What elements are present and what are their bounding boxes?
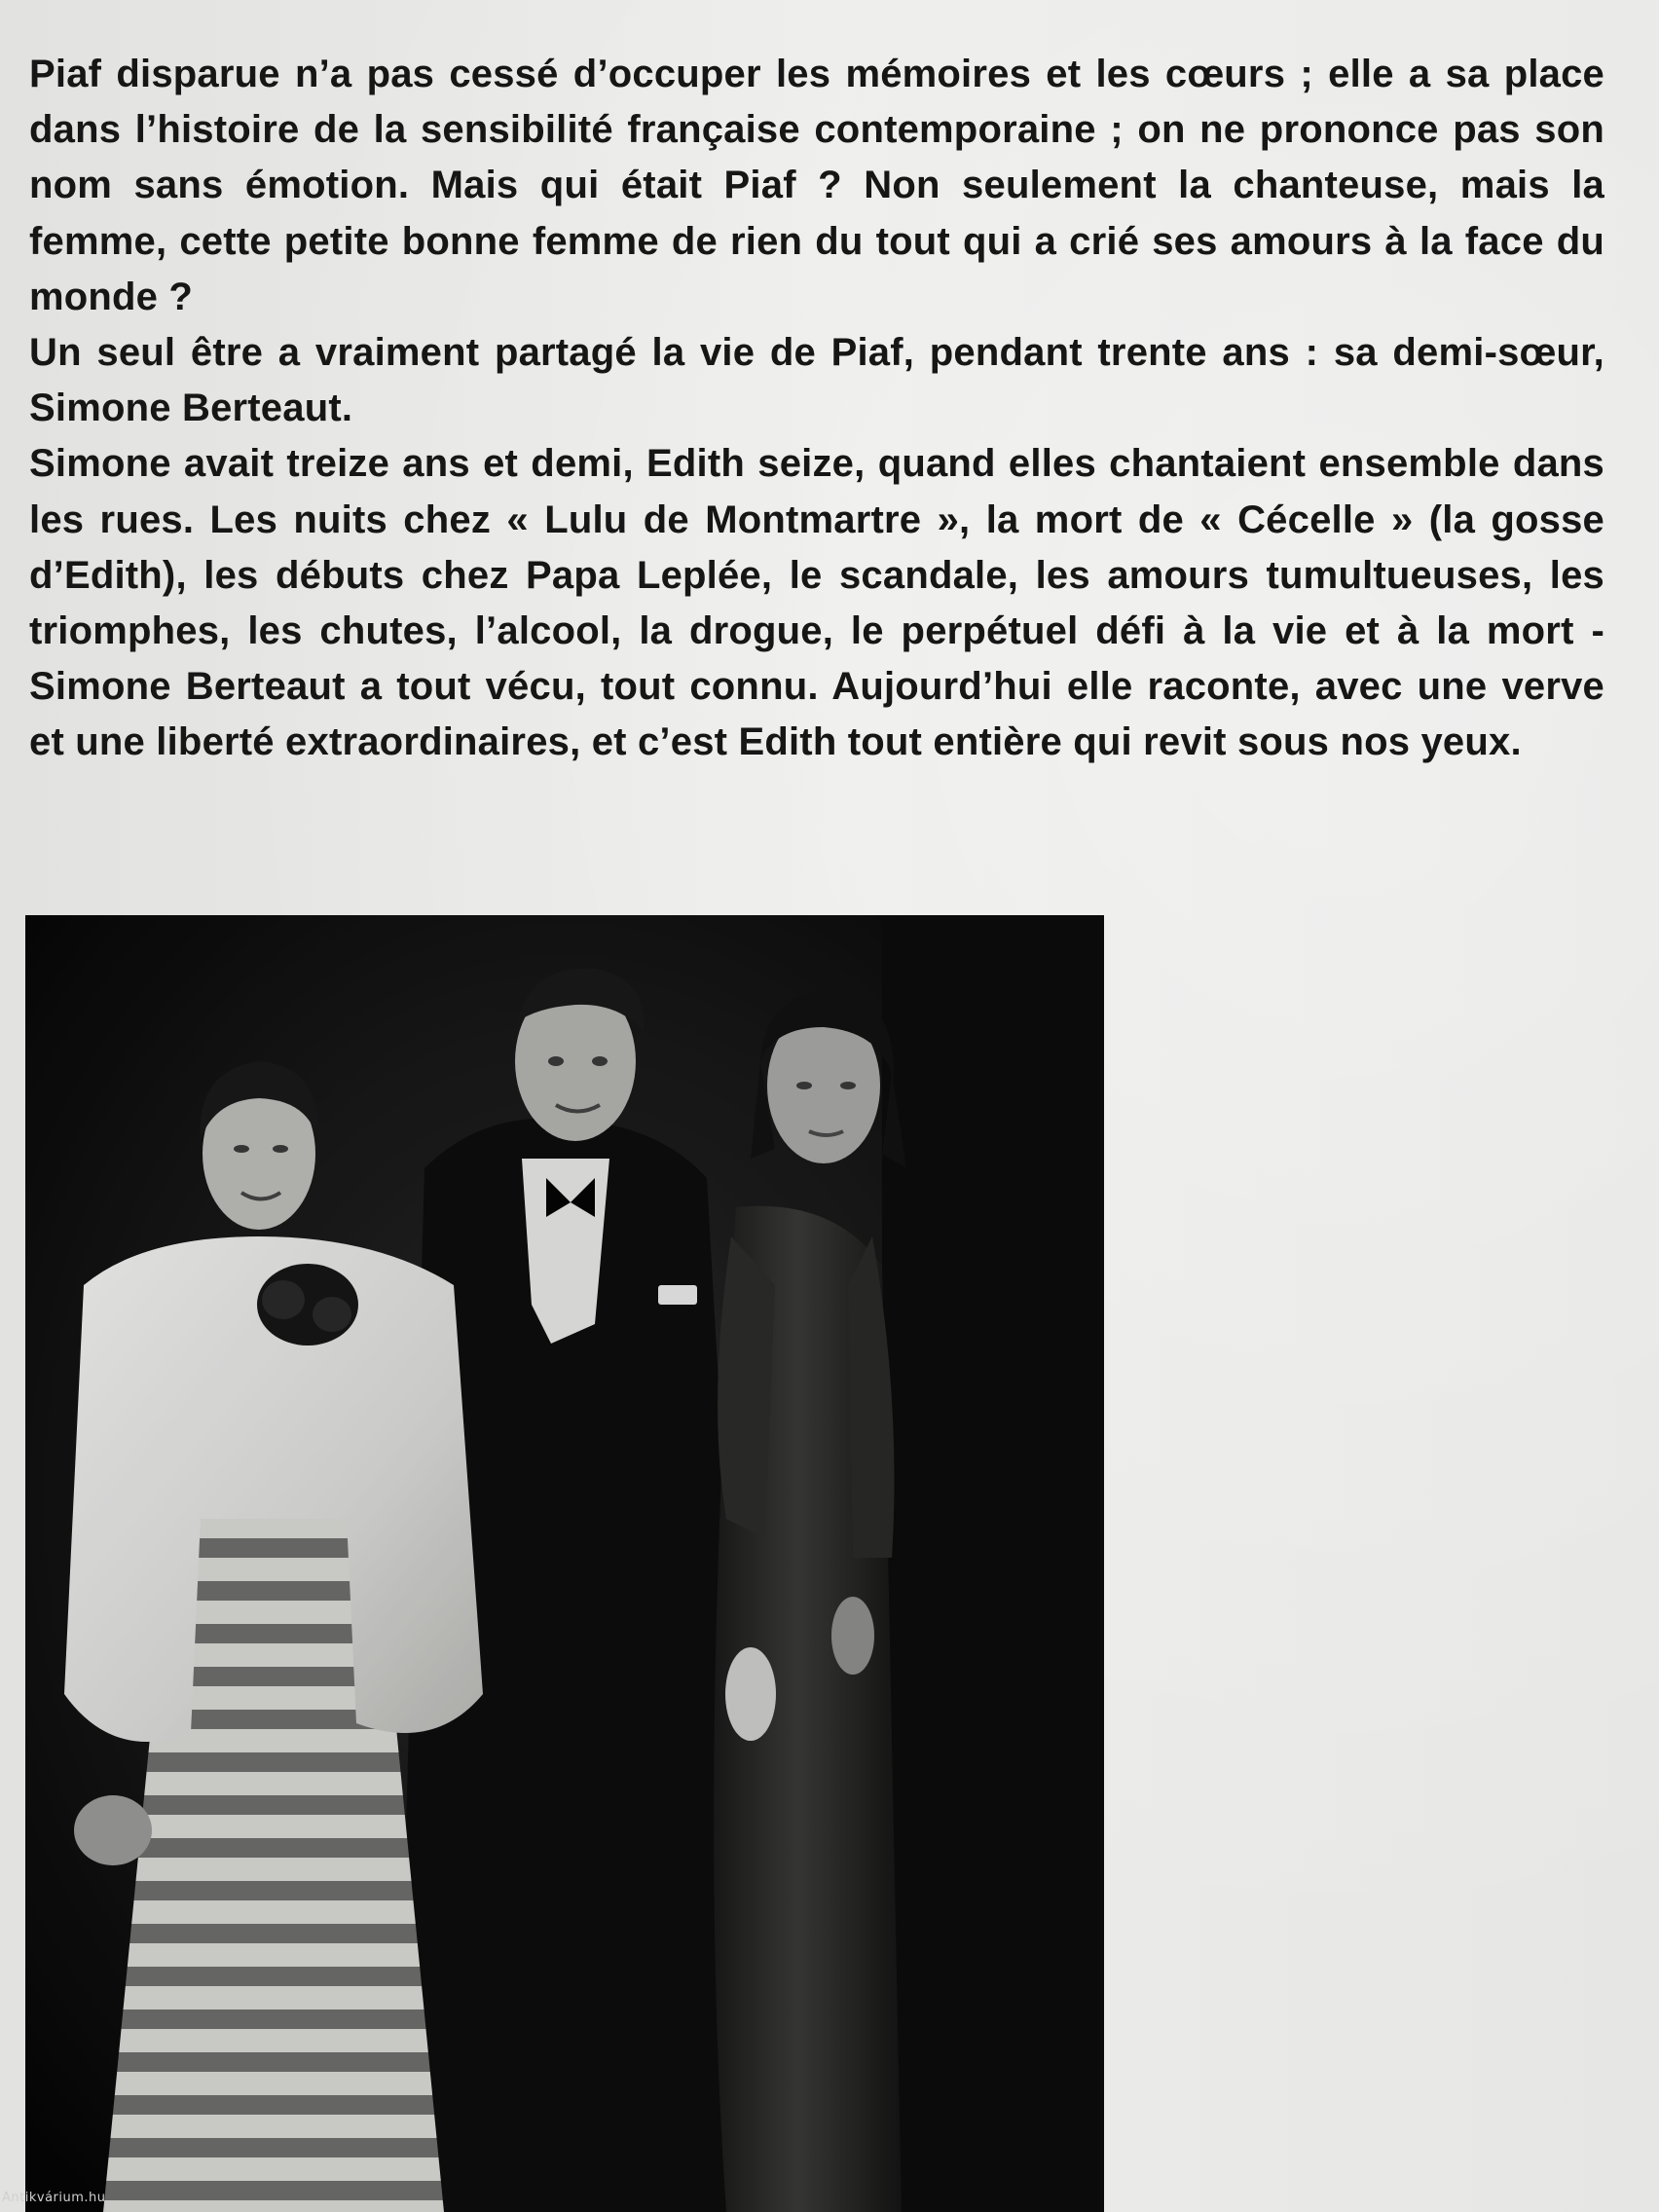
blurb-text bbox=[29, 47, 1604, 771]
blurb-paragraph-2: Un seul être a vraiment partagé la vie de Piaf, pendant trente ans : sa demi-sœur, Simone Berteaut. bbox=[29, 331, 1604, 430]
photograph bbox=[25, 915, 1104, 2212]
photo-illustration-icon bbox=[25, 915, 1104, 2212]
watermark-text: Antikvárium.hu bbox=[2, 2191, 106, 2205]
blurb-paragraph-3: Simone avait treize ans et demi, Edith seize, quand elles chantaient ensemble dans les rues. Les nuits chez « Lulu de Montmartre », la mort de « Cécelle » (la gosse d’Edith), les débuts chez Papa Leplée, le scandale, les amours tumultueuses, les triomphes, les chutes, l’alcool, la drogue, le perpétuel défi à la vie et à la mort - Simone Berteaut a tout vécu, tout connu. Aujourd’hui elle raconte, avec une verve et une liberté extraordinaires, et c’est Edith tout entière qui revit sous nos yeux. bbox=[29, 442, 1604, 764]
blurb-paragraph-1: Piaf disparue n’a pas cessé d’occuper les mémoires et les cœurs ; elle a sa place dans l’histoire de la sensibilité française contemporaine ; on ne prononce pas son nom sans émotion. Mais qui était Piaf ? Non seulement la chanteuse, mais la femme, cette petite bonne femme de rien du tout qui a crié ses amours à la face du monde ? bbox=[29, 53, 1604, 318]
